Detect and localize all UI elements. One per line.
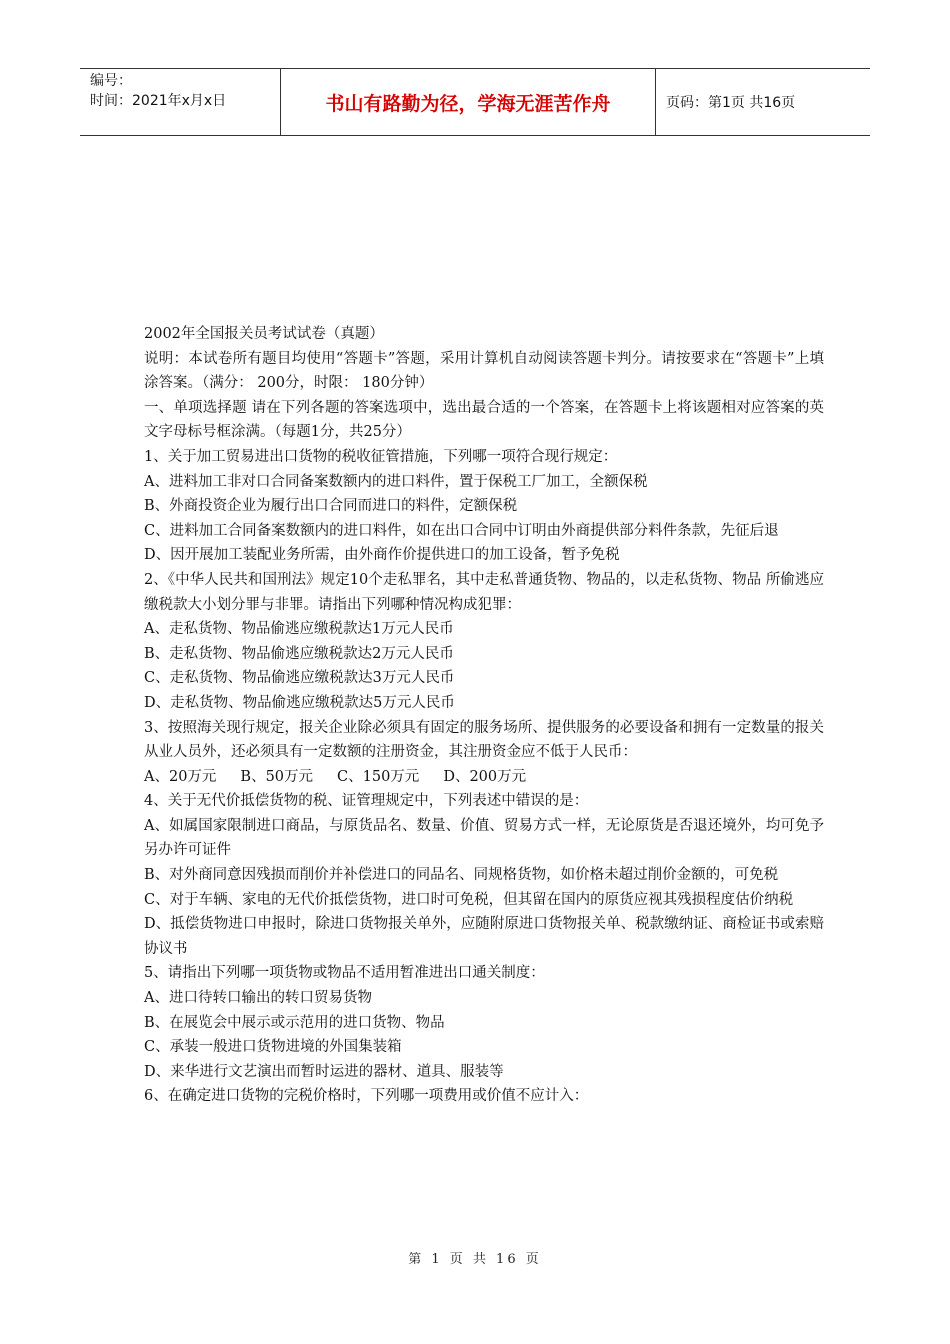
document-body xyxy=(144,322,824,1109)
header-page-label: 页码：第1页 共16页 xyxy=(666,95,796,111)
question-stem: 2、《中华人民共和国刑法》规定10个走私罪名，其中走私普通货物、物品的，以走私货物、物品 所偷逃应缴税款大小划分罪与非罪。请指出下列哪种情况构成犯罪： xyxy=(144,571,824,613)
question-option: A、进口待转口输出的转口贸易货物 xyxy=(144,990,372,1007)
question-option: C、150万元 xyxy=(337,768,420,785)
question-option: B、在展览会中展示或示范用的进口货物、物品 xyxy=(144,1014,445,1031)
question-option: B、外商投资企业为履行出口合同而进口的料件，定额保税 xyxy=(144,498,518,515)
question-option: A、进料加工非对口合同备案数额内的进口料件，置于保税工厂加工，全额保税 xyxy=(144,473,648,490)
section-heading: 一、单项选择题 请在下列各题的答案选项中，选出最合适的一个答案，在答题卡上将该题相对应答案的英文字母标号框涂满。（每题1分，共25分） xyxy=(144,399,824,441)
question-option: D、走私货物、物品偷逃应缴税款达5万元人民币 xyxy=(144,694,455,711)
document-date-label: 时间：2021年x月x日 xyxy=(90,93,227,109)
document-number-label: 编号： xyxy=(90,73,132,89)
exam-instructions: 说明：本试卷所有题目均使用“答题卡”答题，采用计算机自动阅读答题卡判分。请按要求在“答题卡”上填涂答案。（满分： 200分，时限： 180分钟） xyxy=(144,350,824,392)
header-meta xyxy=(80,69,280,135)
question-option: D、来华进行文艺演出而暂时运进的器材、道具、服装等 xyxy=(144,1063,504,1080)
question-stem: 1、关于加工贸易进出口货物的税收征管措施，下列哪一项符合现行规定： xyxy=(144,448,618,465)
header-motto: 书山有路勤为径，学海无涯苦作舟 xyxy=(280,69,656,135)
document-title: 2002年全国报关员考试试卷（真题） xyxy=(144,326,384,342)
question-option: C、承装一般进口货物进境的外国集装箱 xyxy=(144,1039,402,1056)
page-footer: 第 1 页 共 16 页 xyxy=(408,1252,542,1267)
question-stem: 5、请指出下列哪一项货物或物品不适用暂准进出口通关制度： xyxy=(144,965,545,982)
question-option: A、20万元 xyxy=(144,768,217,785)
question-option: C、对于车辆、家电的无代价抵偿货物，进口时可免税，但其留在国内的原货应视其残损程度估价纳税 xyxy=(144,891,794,908)
question-stem: 3、按照海关现行规定，报关企业除必须具有固定的服务场所、提供服务的必要设备和拥有一定数量的报关从业人员外，还必须具有一定数额的注册资金，其注册资金应不低于人民币： xyxy=(144,719,824,761)
page-header xyxy=(80,68,870,136)
question-option: B、走私货物、物品偷逃应缴税款达2万元人民币 xyxy=(144,645,454,662)
question-option: D、200万元 xyxy=(443,768,527,785)
question-inline-options xyxy=(144,765,824,790)
question-option: B、对外商同意因残损而削价并补偿进口的同品名、同规格货物，如价格未超过削价金额的，可免税 xyxy=(144,867,779,884)
question-option: B、50万元 xyxy=(240,768,314,785)
question-option: D、抵偿货物进口申报时，除进口货物报关单外，应随附原进口货物报关单、税款缴纳证、商检证书或索赔协议书 xyxy=(144,916,824,957)
question-option: D、因开展加工装配业务所需，由外商作价提供进口的加工设备，暂予免税 xyxy=(144,547,620,564)
question-option: A、走私货物、物品偷逃应缴税款达1万元人民币 xyxy=(144,621,454,638)
question-stem: 4、关于无代价抵偿货物的税、证管理规定中，下列表述中错误的是： xyxy=(144,793,589,810)
question-stem: 6、在确定进口货物的完税价格时，下列哪一项费用或价值不应计入： xyxy=(144,1088,589,1105)
question-option: C、走私货物、物品偷逃应缴税款达3万元人民币 xyxy=(144,670,455,687)
question-option: A、如属国家限制进口商品，与原货品名、数量、价值、贸易方式一样，无论原货是否退还境外，均可免予另办许可证件 xyxy=(144,817,824,859)
question-option: C、进料加工合同备案数额内的进口料件，如在出口合同中订明由外商提供部分料件条款，先征后退 xyxy=(144,522,779,539)
